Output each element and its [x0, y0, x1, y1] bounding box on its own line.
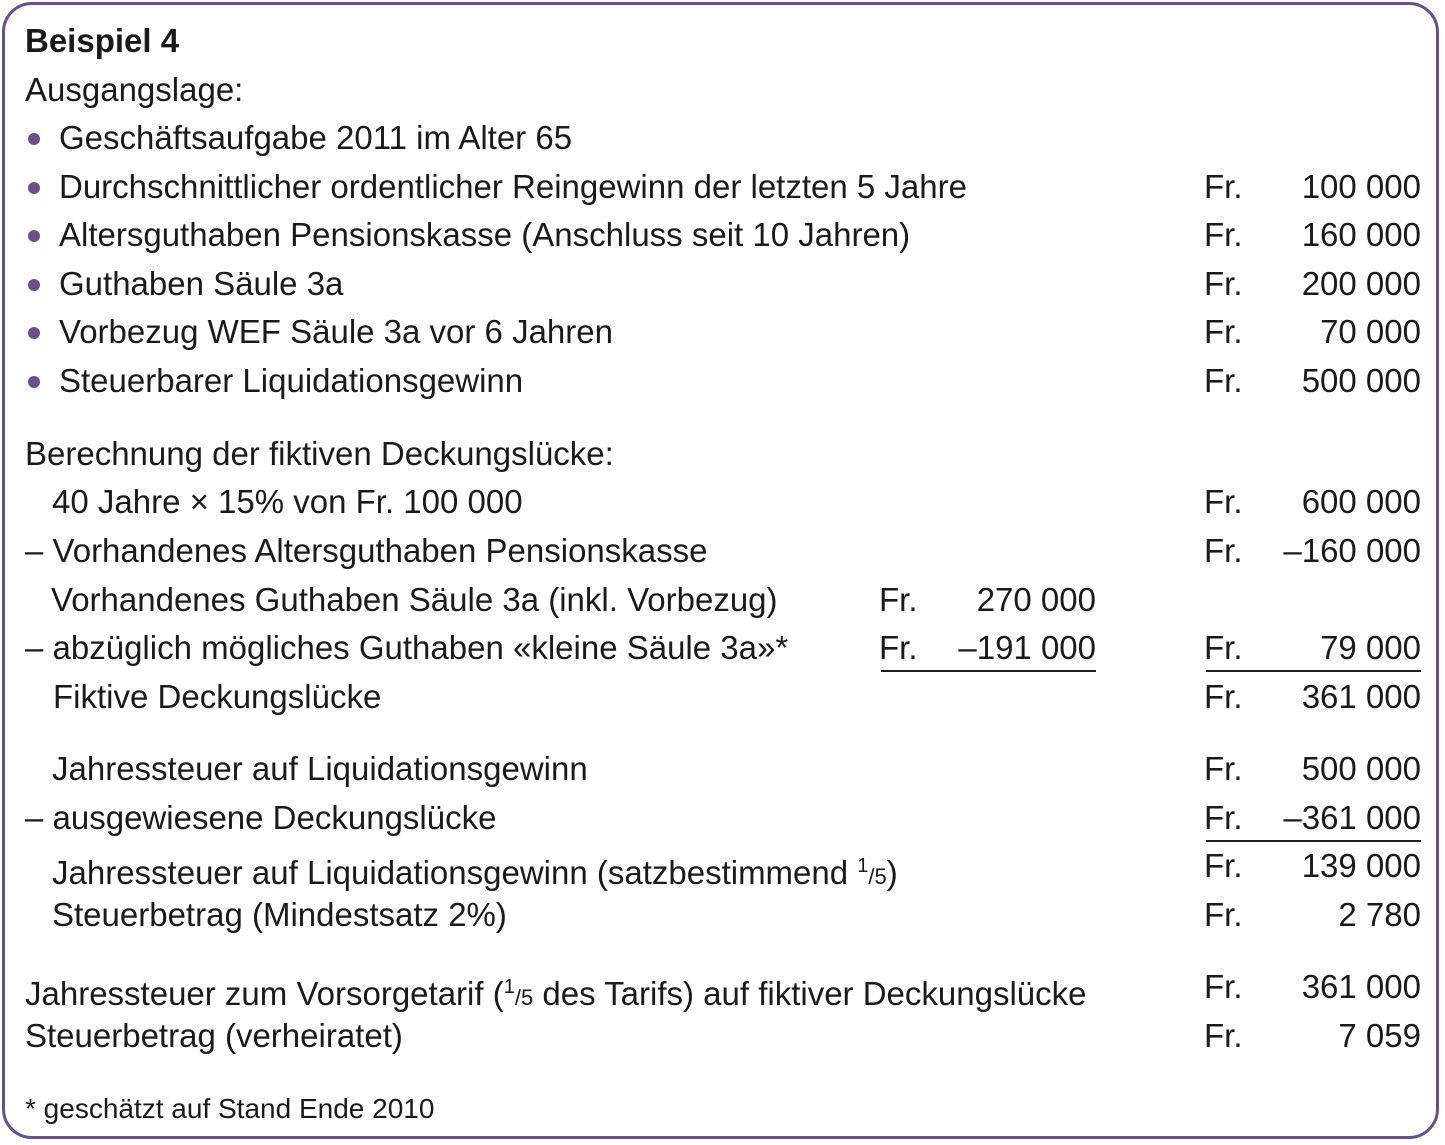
bullet-dot-icon [28, 327, 40, 339]
amount-value: 361 000 [1301, 678, 1421, 715]
currency-label: Fr. [1204, 799, 1243, 836]
currency-label: Fr. [1204, 483, 1243, 520]
currency-label-mid: Fr. [879, 629, 918, 666]
bullet-text: Vorbezug WEF Säule 3a vor 6 Jahren [59, 313, 613, 350]
fraction-numerator: 1 [503, 976, 515, 998]
bullet-dot-icon [28, 182, 40, 194]
amount-value: 361 000 [1301, 968, 1421, 1005]
currency-label: Fr. [1204, 847, 1243, 884]
subtotal-rule [881, 670, 1096, 672]
amount-value: 139 000 [1301, 847, 1421, 884]
amount-value: 70 000 [1320, 313, 1421, 350]
currency-label: Fr. [1204, 265, 1243, 302]
amount-value: 500 000 [1301, 362, 1421, 399]
tax-row-text: Jahressteuer auf Liquidationsgewinn [52, 750, 588, 787]
amount-value: –361 000 [1283, 799, 1421, 836]
tax-row-text: – ausgewiesene Deckungslücke [25, 799, 497, 836]
footnote: * geschätzt auf Stand Ende 2010 [25, 1093, 435, 1124]
amount-value-mid: 270 000 [976, 581, 1096, 618]
currency-label: Fr. [1204, 629, 1243, 666]
berechnung-label: Berechnung der fiktiven Deckungslücke: [25, 435, 614, 472]
final-row-text: Jahressteuer zum Vorsorgetarif ($^1$/5 des Tarifs) auf fiktiver Deckungslücke [25, 975, 1087, 1012]
calc-row-text: Vorhandenes Guthaben Säule 3a (inkl. Vorbezug) [51, 581, 778, 618]
subtotal-rule [1206, 840, 1421, 842]
bullet-text: Guthaben Säule 3a [59, 265, 344, 302]
bullet-dot-icon [28, 230, 40, 242]
bullet-text: Durchschnittlicher ordentlicher Reingewinn der letzten 5 Jahre [59, 168, 967, 205]
calc-row-text: Fiktive Deckungslücke [53, 678, 382, 715]
final-row-text-post: des Tarifs) auf fiktiver Deckungslücke [533, 975, 1087, 1012]
calc-row-text: 40 Jahre × 15% von Fr. 100 000 [52, 483, 523, 520]
bullet-dot-icon [28, 376, 40, 388]
bullet-text: Altersguthaben Pensionskasse (Anschluss seit 10 Jahren) [59, 216, 911, 253]
ausgangslage-label: Ausgangslage: [25, 71, 244, 108]
final-row-text-pre: Jahressteuer zum Vorsorgetarif ( [25, 975, 504, 1012]
currency-label: Fr. [1204, 1017, 1243, 1054]
amount-value: 79 000 [1320, 629, 1421, 666]
currency-label: Fr. [1204, 750, 1243, 787]
amount-value: 160 000 [1301, 216, 1421, 253]
amount-value: 100 000 [1301, 168, 1421, 205]
currency-label-mid: Fr. [879, 581, 918, 618]
currency-label: Fr. [1204, 313, 1243, 350]
fraction-denominator: 5 [874, 864, 887, 889]
amount-value-mid: –191 000 [958, 629, 1096, 666]
tax-row-text-pre: Jahressteuer auf Liquidationsgewinn (satzbestimmend [52, 854, 858, 891]
bullet-text: Steuerbarer Liquidationsgewinn [59, 362, 524, 399]
bullet-text: Geschäftsaufgabe 2011 im Alter 65 [59, 119, 573, 156]
calc-row-text: – Vorhandenes Altersguthaben Pensionskasse [25, 532, 708, 569]
tax-row-text-post: ) [886, 854, 898, 891]
final-row-text: Steuerbetrag (verheiratet) [25, 1017, 403, 1054]
currency-label: Fr. [1204, 678, 1243, 715]
tax-row-text: Jahressteuer auf Liquidationsgewinn (satzbestimmend $^1$/5) [52, 854, 898, 891]
tax-row-text: Steuerbetrag (Mindestsatz 2%) [52, 896, 507, 933]
amount-value: 200 000 [1301, 265, 1421, 302]
fraction-denominator: 5 [520, 985, 534, 1010]
currency-label: Fr. [1204, 168, 1243, 205]
currency-label: Fr. [1204, 968, 1243, 1005]
amount-value: –160 000 [1283, 532, 1421, 569]
currency-label: Fr. [1204, 896, 1243, 933]
calc-row-text: – abzüglich mögliches Guthaben «kleine Säule 3a»* [25, 629, 789, 666]
bullet-dot-icon [28, 279, 40, 291]
currency-label: Fr. [1204, 532, 1243, 569]
bullet-dot-icon [28, 133, 40, 145]
currency-label: Fr. [1204, 362, 1243, 399]
amount-value: 2 780 [1338, 896, 1421, 933]
amount-value: 600 000 [1301, 483, 1421, 520]
subtotal-rule [1206, 670, 1421, 672]
amount-value: 500 000 [1301, 750, 1421, 787]
fraction-numerator: 1 [857, 855, 869, 877]
example-title: Beispiel 4 [25, 22, 180, 59]
currency-label: Fr. [1204, 216, 1243, 253]
amount-value: 7 059 [1338, 1017, 1421, 1054]
